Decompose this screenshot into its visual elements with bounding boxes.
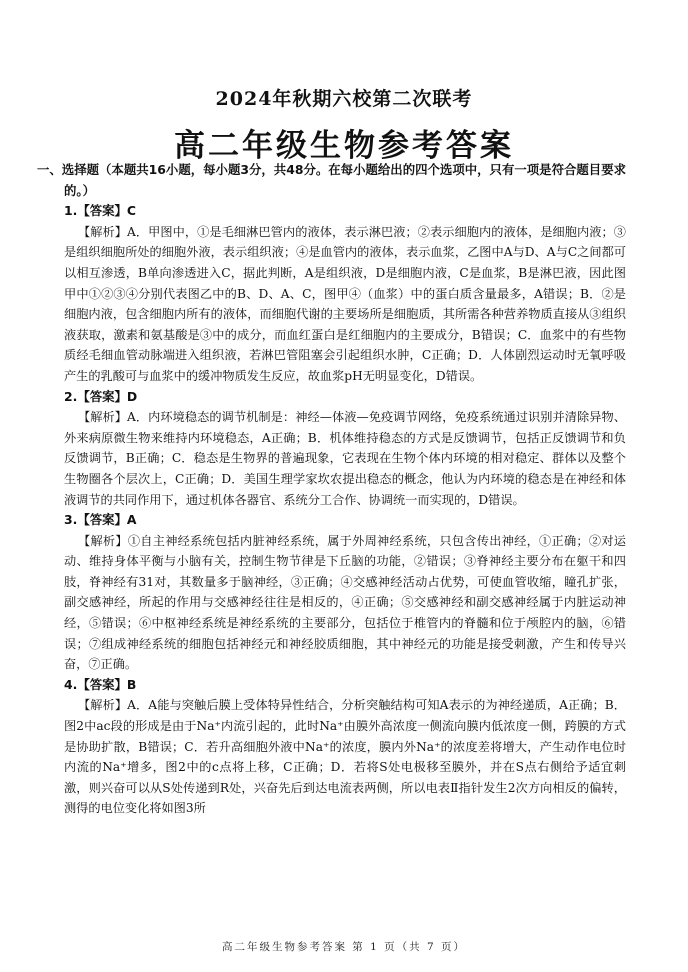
question-block <box>64 387 626 511</box>
page-footer: 高二年级生物参考答案 第 1 页（共 7 页） <box>221 941 467 953</box>
question-explanation: 【解析】A．A能与突触后膜上受体特异性结合，分析突触结构可知A表示的为神经递质，A正确；B．图2中ac段的形成是由于Na⁺内流引起的，此时Na⁺由膜外高浓度一侧流向膜内低浓度一侧，跨膜的方式是协助扩散，B错误；C．若升高细胞外液中Na⁺的浓度，膜内外Na⁺的浓度差将增大，产生动作电位时内流的Na⁺增多，图2中的c点将上移，C正确；D．若将S处电极移至膜外，并在S点右侧给予适宜刺激，则兴奋可以从S处传递到R处，兴奋先后到达电流表两侧，所以电表Ⅱ指针发生2次方向相反的偏转，测得的电位变化将如图3所 <box>64 698 626 816</box>
question-explanation: 【解析】A．内环境稳态的调节机制是：神经—体液—免疫调节网络，免疫系统通过识别并清除异物、外来病原微生物来维持内环境稳态，A正确；B．机体维持稳态的方式是反馈调节，包括正反馈调节和负反馈调节，B正确；C．稳态是生物界的普遍现象，它表现在生物个体内环境的相对稳定、群体以及整个生物圈各个层次上，C正确；D．美国生理学家坎农提出稳态的概念，他认为内环境的稳态是在神经和体液调节的共同作用下，通过机体各器官、系统分工合作、协调统一而实现的，D错误。 <box>64 410 626 507</box>
question-block <box>64 510 626 675</box>
exam-title: 2024年秋期六校第二次联考 <box>215 88 473 110</box>
question-answer: 4.【答案】B <box>64 676 137 692</box>
question-block <box>64 675 626 819</box>
document-title: 高二年级生物参考答案 <box>174 128 514 164</box>
section-heading: 一、选择题（本题共16小题，每小题3分，共48分。在每小题给出的四个选项中，只有一项是符合题目要求的。） <box>37 162 626 198</box>
question-explanation: 【解析】A．甲图中，①是毛细淋巴管内的液体，表示淋巴液；②表示细胞内的液体，是细胞内液；③是组织细胞所处的细胞外液，表示组织液；④是血管内的液体，表示血浆，乙图中A与D、A与C之间都可以相互渗透，B单向渗透进入C，据此判断，A是组织液，D是细胞内液，C是血浆，B是淋巴液，因此图甲中①②③④分别代表图乙中的B、D、A、C，图甲④（血浆）中的蛋白质含量最多，A错误；B．②是细胞内液，包含细胞内所有的液体，而细胞代谢的主要场所是细胞质，其所需各种营养物质直接从③组织液获取，激素和氨基酸是③中的成分，而血红蛋白是红细胞内的主要成分，B错误；C．血浆中的有些物质经毛细血管动脉端进入组织液，若淋巴管阻塞会引起组织水肿，C正确；D．人体剧烈运动时无氧呼吸产生的乳酸可与血浆中的缓冲物质发生反应，故血浆pH无明显变化，D错误。 <box>64 224 626 383</box>
answer-content <box>37 160 626 819</box>
question-answer: 3.【答案】A <box>64 512 137 528</box>
question-answer: 1.【答案】C <box>64 203 136 219</box>
question-block <box>64 201 626 386</box>
question-explanation: 【解析】①自主神经系统包括内脏神经系统，属于外周神经系统，只包含传出神经，①正确；②对运动、维持身体平衡与小脑有关，控制生物节律是下丘脑的功能，②错误；③脊神经主要分布在躯干和四肢，脊神经有31对，其数量多于脑神经，③正确；④交感神经活动占优势，可使血管收缩，瞳孔扩张，副交感神经，所起的作用与交感神经往往是相反的，④正确；⑤交感神经和副交感神经属于内脏运动神经，⑤错误；⑥中枢神经系统是神经系统的主要部分，包括位于椎管内的脊髓和位于颅腔内的脑，⑥错误；⑦组成神经系统的细胞包括神经元和神经胶质细胞，其中神经元的功能是接受刺激，产生和传导兴奋，⑦正确。 <box>64 533 626 672</box>
question-answer: 2.【答案】D <box>64 388 138 404</box>
